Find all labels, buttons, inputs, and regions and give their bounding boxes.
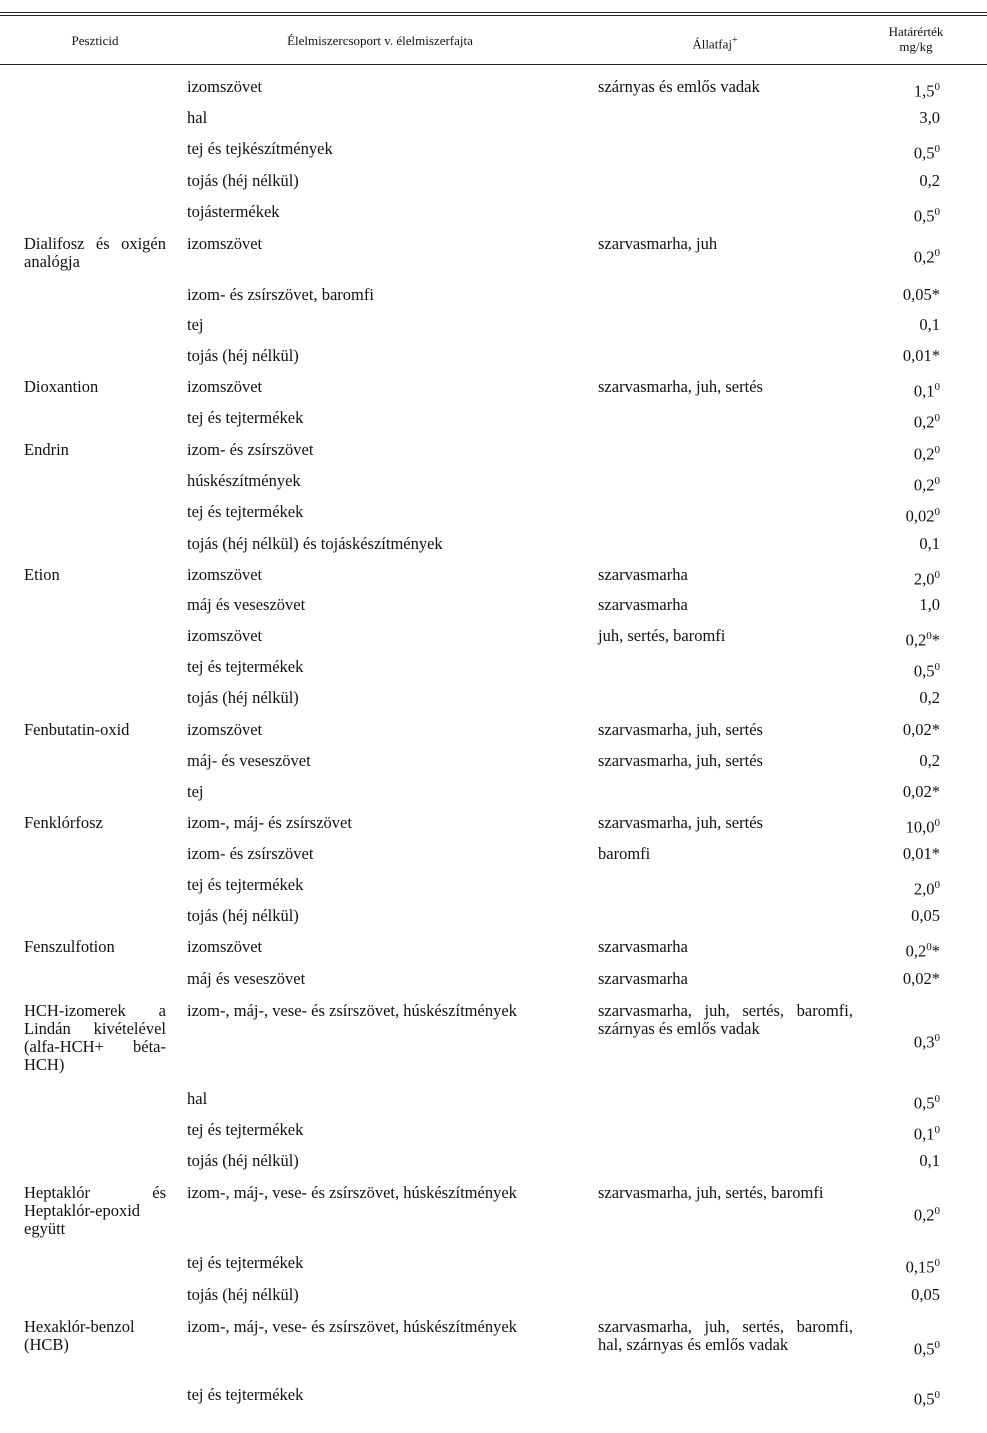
- limit-superscript: 0: [926, 630, 932, 642]
- limit-value-cell: [860, 689, 940, 707]
- pesticide-cell: Heptaklór és Heptaklór-epoxid együtt: [24, 1183, 166, 1238]
- limit-value: 0,2: [913, 444, 935, 464]
- limit-value: 1,0: [919, 595, 940, 614]
- limit-superscript: 0: [934, 1389, 940, 1401]
- limit-value: 0,2: [905, 941, 927, 961]
- food-cell: tej és tejtermékek: [187, 1253, 304, 1272]
- limit-value-cell: [860, 876, 940, 899]
- top-rule-second: [0, 15, 987, 16]
- limit-value-cell: [860, 441, 940, 464]
- limit-value-cell: [860, 1286, 940, 1304]
- limit-value-cell: [860, 347, 940, 365]
- animal-cell: szarvasmarha, juh, sertés: [598, 720, 763, 739]
- animal-cell: szarvasmarha, juh: [598, 234, 718, 253]
- limit-value-cell: [860, 1254, 940, 1277]
- limit-superscript: 0: [934, 475, 940, 487]
- header-pesticide: Peszticid: [71, 33, 119, 48]
- food-cell: húskészítmények: [187, 471, 301, 490]
- limit-value-cell: [860, 1202, 940, 1225]
- limit-superscript: 0: [934, 412, 940, 424]
- food-cell: tej és tejtermékek: [187, 1385, 304, 1404]
- limit-value: 0,5: [913, 1093, 935, 1113]
- food-cell: tej: [187, 782, 204, 801]
- food-cell: tej és tejtermékek: [187, 408, 304, 427]
- food-cell: izom- és zsírszövet: [187, 844, 314, 863]
- limit-value: 0,2: [913, 1205, 935, 1225]
- limit-superscript: 0: [934, 1032, 940, 1044]
- limit-value: 0,1: [913, 381, 935, 401]
- limit-superscript: 0: [934, 661, 940, 673]
- limit-asterisk: *: [931, 941, 940, 961]
- pesticide-cell: HCH-izomerek a Lindán kivételével (alfa-HCH+ béta-HCH): [24, 1001, 166, 1074]
- food-cell: izom- és zsírszövet, baromfi: [187, 285, 374, 304]
- food-cell: tej és tejtermékek: [187, 502, 304, 521]
- food-cell: tojás (héj nélkül): [187, 688, 299, 707]
- animal-cell: szarvasmarha, juh, sertés, baromfi, hal, szárnyas és emlős vadak: [598, 1317, 853, 1354]
- animal-cell: szárnyas és emlős vadak: [598, 77, 760, 96]
- limit-value: 0,15: [905, 1257, 935, 1277]
- header-rule: [0, 64, 987, 65]
- limit-superscript: 0: [934, 143, 940, 155]
- food-cell: tojás (héj nélkül): [187, 906, 299, 925]
- animal-cell: juh, sertés, baromfi: [598, 626, 726, 645]
- food-cell: izom-, máj-, vese- és zsírszövet, húskészítmények: [187, 1317, 517, 1336]
- limit-value-cell: [860, 658, 940, 681]
- limit-value: 0,02: [905, 506, 935, 526]
- food-cell: tej és tejtermékek: [187, 1120, 304, 1139]
- food-cell: tojás (héj nélkül): [187, 346, 299, 365]
- limit-value: 0,1: [919, 315, 940, 334]
- limit-value: 1,5: [913, 81, 935, 101]
- food-cell: izomszövet: [187, 77, 263, 96]
- limit-value-cell: [860, 140, 940, 163]
- pesticide-cell: Dialifosz és oxigén analógja: [24, 234, 166, 271]
- food-cell: tojás (héj nélkül) és tojáskészítmények: [187, 534, 443, 553]
- animal-cell: szarvasmarha, juh, sertés, baromfi, szárnyas és emlős vadak: [598, 1001, 853, 1038]
- limit-superscript: 0: [934, 1093, 940, 1105]
- limit-value: 0,2: [913, 412, 935, 432]
- animal-cell: szarvasmarha: [598, 969, 688, 988]
- limit-value-cell: [860, 1386, 940, 1409]
- animal-cell: szarvasmarha: [598, 565, 688, 584]
- limit-superscript: 0: [934, 1257, 940, 1269]
- food-cell: tojás (héj nélkül): [187, 1151, 299, 1170]
- limit-value: 0,05: [911, 906, 940, 925]
- food-cell: tojástermékek: [187, 202, 280, 221]
- limit-value-cell: [860, 1029, 940, 1052]
- limit-value-cell: [860, 1336, 940, 1359]
- limit-value: 0,05: [911, 1285, 940, 1304]
- animal-cell: szarvasmarha, juh, sertés: [598, 377, 763, 396]
- header-limit-line1: Határérték: [888, 24, 944, 39]
- food-cell: izomszövet: [187, 937, 263, 956]
- limit-value-cell: [860, 203, 940, 226]
- limit-value: 0,5: [913, 1389, 935, 1409]
- limit-value: 10,0: [905, 817, 935, 837]
- limit-value-cell: [860, 845, 940, 863]
- limit-value-cell: [860, 409, 940, 432]
- limit-value-cell: [860, 503, 940, 526]
- limit-superscript: 0: [934, 1339, 940, 1351]
- pesticide-cell: Fenszulfotion: [24, 937, 115, 956]
- limit-value: 0,5: [913, 661, 935, 681]
- limit-value: 0,3: [913, 1032, 935, 1052]
- limit-value: 0,2: [913, 247, 935, 267]
- limit-value-cell: [860, 316, 940, 334]
- animal-cell: szarvasmarha, juh, sertés: [598, 813, 763, 832]
- limit-value: 0,01*: [902, 346, 940, 365]
- food-cell: izomszövet: [187, 234, 263, 253]
- limit-value-cell: [860, 907, 940, 925]
- food-cell: hal: [187, 108, 208, 127]
- limit-superscript: 0: [934, 444, 940, 456]
- limit-superscript: 0: [934, 81, 940, 93]
- food-cell: tojás (héj nélkül): [187, 1285, 299, 1304]
- food-cell: máj és veseszövet: [187, 595, 306, 614]
- food-cell: izomszövet: [187, 720, 263, 739]
- limit-superscript: 0: [934, 817, 940, 829]
- limit-value-cell: [860, 566, 940, 589]
- food-cell: izom-, máj- és zsírszövet: [187, 813, 352, 832]
- pesticide-cell: Hexaklór-benzol (HCB): [24, 1317, 135, 1354]
- header-limit-value: [850, 24, 982, 54]
- limit-value-cell: [860, 472, 940, 495]
- limit-value-cell: [860, 814, 940, 837]
- food-cell: máj- és veseszövet: [187, 751, 311, 770]
- limit-superscript: 0: [934, 381, 940, 393]
- food-cell: izom-, máj-, vese- és zsírszövet, húskészítmények: [187, 1001, 517, 1020]
- limit-value-cell: [860, 752, 940, 770]
- limit-value-cell: [860, 596, 940, 614]
- limit-value-cell: [860, 970, 940, 988]
- limit-superscript: 0: [934, 247, 940, 259]
- food-cell: máj és veseszövet: [187, 969, 306, 988]
- limit-value: 3,0: [919, 108, 940, 127]
- limit-value-cell: [860, 783, 940, 801]
- pesticide-cell: Dioxantion: [24, 377, 99, 396]
- limit-value: 0,1: [919, 1151, 940, 1170]
- limit-value: 0,2: [919, 171, 940, 190]
- animal-cell: szarvasmarha: [598, 937, 688, 956]
- limit-value: 0,1: [913, 1124, 935, 1144]
- header-limit-line2: mg/kg: [899, 39, 933, 54]
- limit-value: 0,2: [919, 751, 940, 770]
- animal-cell: baromfi: [598, 844, 651, 863]
- food-cell: izomszövet: [187, 377, 263, 396]
- limit-value: 0,2: [919, 688, 940, 707]
- animal-cell: szarvasmarha: [598, 595, 688, 614]
- animal-cell: szarvasmarha, juh, sertés, baromfi: [598, 1183, 824, 1202]
- limit-value-cell: [860, 721, 940, 739]
- limit-value: 2,0: [913, 569, 935, 589]
- limit-value-cell: [860, 1090, 940, 1113]
- header-animal-label: Állatfaj: [692, 36, 733, 52]
- pesticide-cell: Fenklórfosz: [24, 813, 103, 832]
- food-cell: tojás (héj nélkül): [187, 171, 299, 190]
- animal-cell: szarvasmarha, juh, sertés: [598, 751, 763, 770]
- food-cell: tej és tejtermékek: [187, 875, 304, 894]
- limit-value-cell: [860, 78, 940, 101]
- food-cell: tej: [187, 315, 204, 334]
- limit-superscript: 0: [926, 941, 932, 953]
- food-cell: hal: [187, 1089, 208, 1108]
- food-cell: izom-, máj-, vese- és zsírszövet, húskészítmények: [187, 1183, 517, 1202]
- limit-value-cell: [860, 244, 940, 267]
- limit-value: 0,5: [913, 206, 935, 226]
- limit-value: 0,02*: [902, 969, 940, 988]
- limit-value-cell: [860, 286, 940, 304]
- limit-value: 0,5: [913, 1339, 935, 1359]
- limit-superscript: 0: [934, 1124, 940, 1136]
- limit-value: 0,2: [905, 630, 927, 650]
- limit-value: 0,01*: [902, 844, 940, 863]
- food-cell: izomszövet: [187, 565, 263, 584]
- limit-value-cell: [860, 1121, 940, 1144]
- limit-value-cell: [860, 1152, 940, 1170]
- food-cell: tej és tejkészítmények: [187, 139, 333, 158]
- limit-value: 0,5: [913, 143, 935, 163]
- limit-value: 0,1: [919, 534, 940, 553]
- food-cell: izomszövet: [187, 626, 263, 645]
- limit-value-cell: [860, 109, 940, 127]
- header-animal-mark: +: [732, 35, 738, 46]
- limit-value: 0,02*: [902, 720, 940, 739]
- limit-value-cell: [860, 378, 940, 401]
- limit-value-cell: [860, 627, 940, 650]
- limit-value: 0,05*: [902, 285, 940, 304]
- pesticide-cell: Fenbutatin-oxid: [24, 720, 130, 739]
- limit-value: 0,02*: [902, 782, 940, 801]
- limit-value: 0,2: [913, 475, 935, 495]
- food-cell: tej és tejtermékek: [187, 657, 304, 676]
- pesticide-cell: Endrin: [24, 440, 69, 459]
- limit-value: 2,0: [913, 879, 935, 899]
- limit-asterisk: *: [931, 630, 940, 650]
- header-food-group: Élelmiszercsoport v. élelmiszerfajta: [287, 33, 473, 48]
- pesticide-cell: Etion: [24, 565, 60, 584]
- limit-value-cell: [860, 172, 940, 190]
- header-animal-species: [600, 33, 830, 51]
- limit-superscript: 0: [934, 206, 940, 218]
- food-cell: izom- és zsírszövet: [187, 440, 314, 459]
- limit-superscript: 0: [934, 506, 940, 518]
- limit-value-cell: [860, 938, 940, 961]
- limit-superscript: 0: [934, 879, 940, 891]
- top-rule: [0, 12, 987, 13]
- limit-value-cell: [860, 535, 940, 553]
- limit-superscript: 0: [934, 1205, 940, 1217]
- limit-superscript: 0: [934, 569, 940, 581]
